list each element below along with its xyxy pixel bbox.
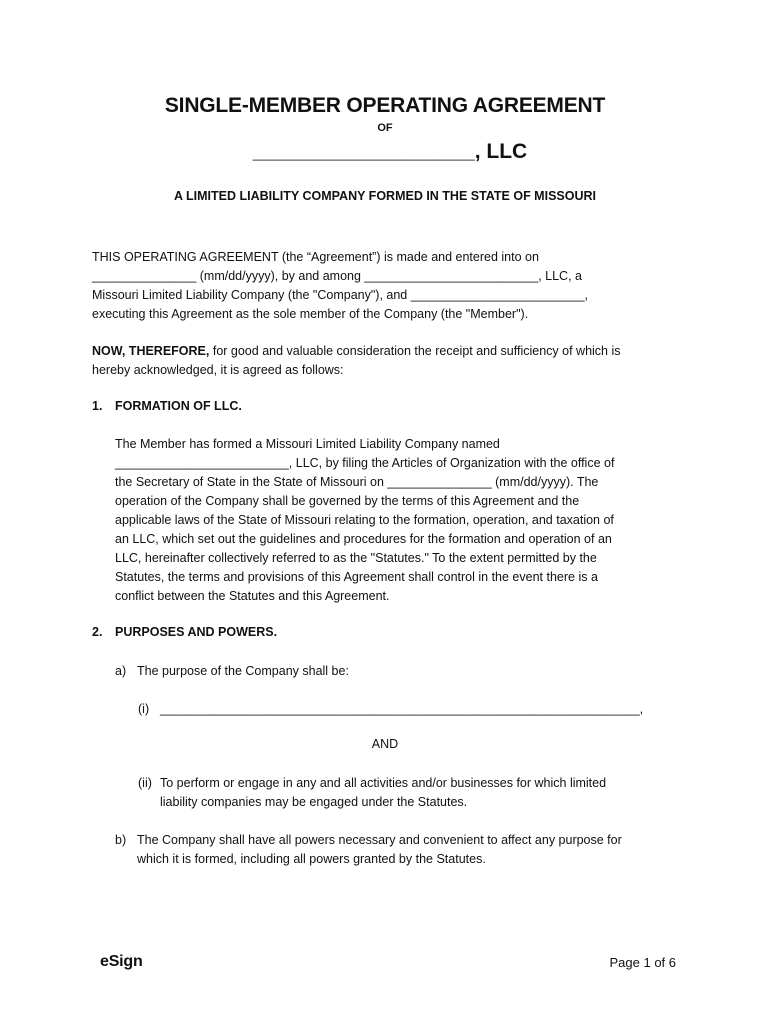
item-marker: b) [115,833,127,847]
intro-paragraph [92,248,692,324]
section-title: PURPOSES AND POWERS. [115,625,278,639]
section-1-line: the Secretary of State in the State of Missouri on _______________ (mm/dd/yyyy). The [115,475,599,489]
section-2-item-b [115,831,685,869]
section-1-line: _________________________, LLC, by filing the Articles of Organization with the office of [115,456,615,470]
therefore-line: hereby acknowledged, it is agreed as follows: [92,363,344,377]
section-1-line: conflict between the Statutes and this Agreement. [115,589,390,603]
therefore-lead: NOW, THEREFORE, [92,344,210,358]
section-number: 2. [92,625,103,639]
item-marker: a) [115,664,127,678]
document-subtitle: A LIMITED LIABILITY COMPANY FORMED IN THE STATE OF MISSOURI [174,189,596,203]
item-line: To perform or engage in any and all activities and/or businesses for which limited [160,776,607,790]
section-title: FORMATION OF LLC. [115,399,242,413]
section-1-body [115,435,675,606]
item-marker: (ii) [138,776,152,790]
item-text [137,831,622,869]
therefore-line [92,342,692,361]
section-2-item-i [138,700,688,719]
purpose-blank-line: _____________________________________________________________________, [160,702,644,716]
item-line: liability companies may be engaged under the Statutes. [160,795,468,809]
item-line: The Company shall have all powers necessary and convenient to affect any purpose for [137,833,622,847]
section-1-line: operation of the Company shall be governed by the terms of this Agreement and the [115,494,580,508]
section-2-item-a [115,662,685,681]
section-1-line: The Member has formed a Missouri Limited Liability Company named [115,437,500,451]
intro-line: THIS OPERATING AGREEMENT (the “Agreement”) is made and entered into on [92,250,539,264]
and-separator: AND [371,737,399,751]
document-title: SINGLE-MEMBER OPERATING AGREEMENT [164,94,606,117]
intro-line: _______________ (mm/dd/yyyy), by and among _________________________, LLC, a [92,269,582,283]
section-1-heading [92,399,242,413]
intro-line: Missouri Limited Liability Company (the "Company"), and _________________________, [92,288,588,302]
page-number: Page 1 of 6 [609,955,676,970]
company-name-line: ___________________, LLC [252,140,528,163]
intro-line: executing this Agreement as the sole member of the Company (the "Member"). [92,307,529,321]
document-of: OF [377,122,393,134]
therefore-rest: for good and valuable consideration the receipt and sufficiency of which is [209,344,621,358]
section-1-line: LLC, hereinafter collectively referred to as the "Statutes." To the extent permitted by the [115,551,597,565]
item-text [160,774,606,812]
item-line: which it is formed, including all powers granted by the Statutes. [137,852,486,866]
section-2-item-ii [138,774,683,812]
section-1-line: Statutes, the terms and provisions of this Agreement shall control in the event there is a [115,570,598,584]
section-2-heading [92,625,277,639]
item-marker: (i) [138,702,150,716]
item-text: The purpose of the Company shall be: [137,664,349,678]
therefore-paragraph [92,342,692,380]
section-1-line: an LLC, which set out the guidelines and procedures for the formation and operation of an [115,532,612,546]
esign-logo: eSign [100,953,143,970]
section-1-line: applicable laws of the State of Missouri relating to the formation, operation, and taxation of [115,513,614,527]
section-number: 1. [92,399,103,413]
